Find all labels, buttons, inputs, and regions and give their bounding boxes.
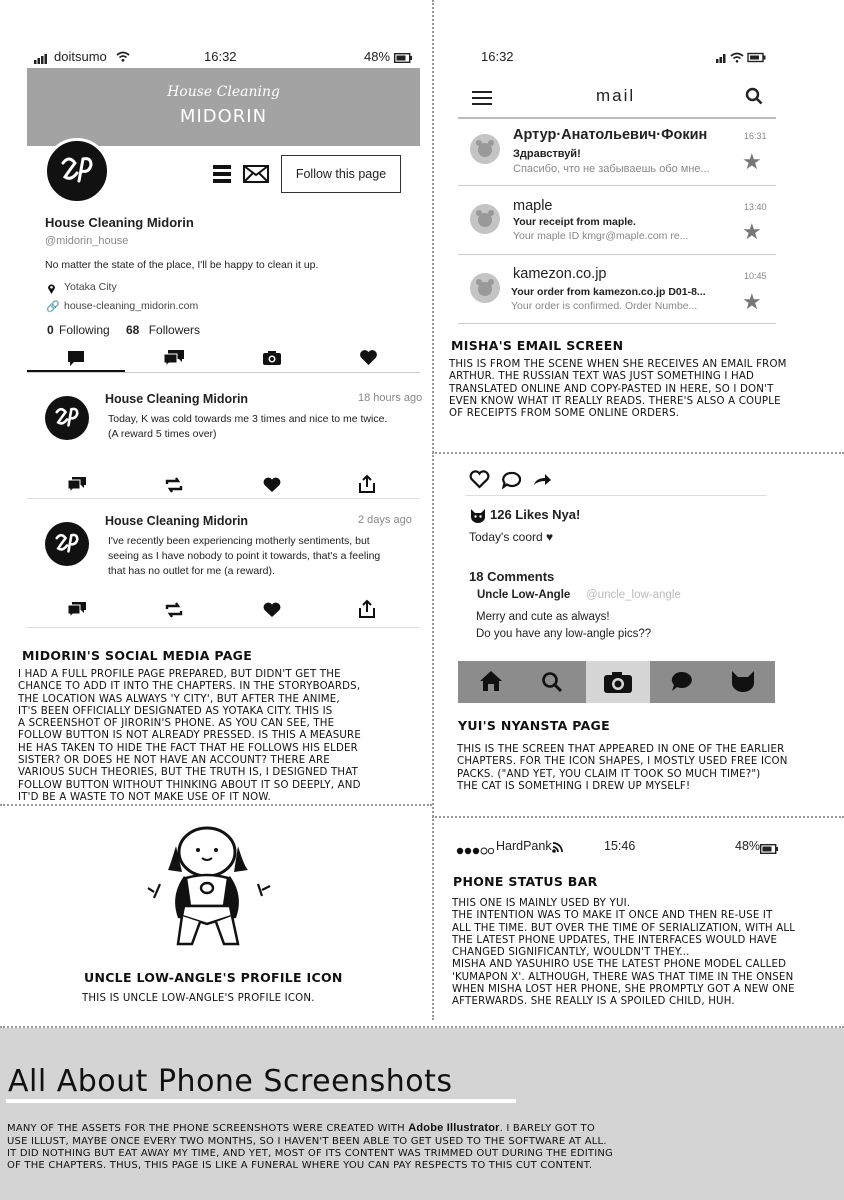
note-title: YUI'S NYANSTA PAGE — [458, 718, 610, 733]
like-heart-icon[interactable] — [263, 602, 281, 623]
message-envelope-icon[interactable] — [243, 165, 269, 188]
like-outline-icon[interactable] — [469, 470, 490, 494]
note-body: THIS IS FROM THE SCENE WHEN SHE RECEIVES AN EMAIL FROM ARTHUR. THE RUSSIAN TEXT WAS JUST SOMETHING I HAD TRANSLATED ONLINE AND COPY-PASTED IN HERE, SO I DON'T EVEN KNOW WHAT IT REALLY READS. THERE'S ALSO A COUPLE OF RECEIPTS FROM SOME ONLINE ORDERS. — [449, 359, 787, 420]
bear-icon — [475, 278, 495, 303]
followers-count: 68 — [126, 323, 140, 337]
location-icon — [47, 282, 56, 300]
mail-status-icons — [716, 50, 768, 68]
divider-right-bottom — [432, 816, 844, 818]
comment-line1: Merry and cute as always! — [476, 611, 610, 623]
camera-icon — [262, 350, 282, 366]
mail-subject: Your receipt from maple. — [513, 216, 636, 228]
profile-bio: No matter the state of the place, I'll be happy to clean it up. — [45, 259, 319, 271]
cat-profile-icon[interactable] — [730, 669, 756, 698]
following-count: 0 — [47, 323, 54, 337]
send-arrow-icon[interactable] — [532, 473, 552, 492]
comment-line2: Do you have any low-angle pics?? — [476, 628, 652, 640]
post-caption: Today's coord ♥ — [469, 530, 554, 544]
profile-avatar[interactable] — [44, 138, 110, 204]
search-icon[interactable] — [541, 671, 563, 698]
note-body: THIS IS UNCLE LOW-ANGLE'S PROFILE ICON. — [82, 993, 315, 1004]
carrier-label: doitsumo — [54, 49, 107, 64]
note-title: MISHA'S EMAIL SCREEN — [451, 338, 623, 353]
post-author[interactable]: House Cleaning Midorin — [105, 514, 249, 528]
mail-time-label: 13:40 — [744, 202, 767, 212]
note-body: THIS ONE IS MAINLY USED BY YUI. THE INTENTION WAS TO MAKE IT ONCE AND THEN RE-USE IT ALL THE TIME. BUT OVER THE TIME OF SERIALIZATION, WITH ALL THE LATEST PHONE UPDATES, THE INTERFACES WOULD HAVE CHANGED SIGNIFICANTLY, WOULDN'T THEY... MISHA AND YASUHIRO USE THE LATEST PHONE MODEL CALLED 'KUMAPON X'. ALTHOUGH, THERE WAS THAT TIME IN THE ONSEN WHEN MISHA LOST HER PHONE, SHE PROMPTLY GOT A NEW ONE AFTERWARDS. SHE REALLY IS A SPOILED CHILD, HUH. — [452, 898, 796, 1008]
likes-count: 126 Likes Nya! — [490, 507, 581, 522]
link-icon: 🔗 — [46, 301, 60, 313]
note-body: THIS IS THE SCREEN THAT APPEARED IN ONE OF THE EARLIER CHAPTERS. FOR THE ICON SHAPES, I MOSTLY USED FREE ICON PACKS. ("AND YET, YOU CLAIM IT TOOK SO MUCH TIME?") THE CAT IS SOMETHING I DREW UP MYSELF! — [457, 744, 788, 792]
nyansta-line — [465, 495, 767, 496]
note-title: MIDORIN'S SOCIAL MEDIA PAGE — [22, 648, 252, 663]
battery-label: 48% — [364, 49, 391, 64]
hamburger-menu-icon[interactable] — [472, 91, 492, 105]
search-icon[interactable] — [745, 87, 763, 110]
share-icon[interactable] — [357, 599, 377, 624]
footer-title-underline — [6, 1099, 516, 1103]
note-title: PHONE STATUS BAR — [453, 874, 598, 889]
logo-icon — [45, 396, 89, 440]
banner-title: MIDORIN — [179, 106, 268, 127]
tab-posts[interactable] — [66, 350, 86, 372]
signal-dots-icon — [456, 842, 494, 860]
post-actions — [27, 601, 420, 623]
mail-time-label: 16:31 — [744, 131, 767, 141]
follow-button[interactable]: Follow this page — [281, 155, 401, 193]
battery-icon — [760, 841, 779, 859]
list-icon[interactable] — [213, 165, 231, 183]
chat-bubbles-icon — [163, 349, 185, 367]
mail-divider — [458, 323, 776, 324]
post-avatar[interactable] — [45, 522, 89, 566]
heart-icon — [359, 349, 378, 366]
bear-icon — [475, 139, 495, 164]
following-stats[interactable] — [47, 323, 110, 337]
following-label: Following — [59, 323, 110, 337]
mail-sender: Артур·Анатольевич·Фокин — [513, 127, 708, 143]
home-icon[interactable] — [478, 669, 504, 698]
star-icon[interactable]: ★ — [742, 149, 762, 174]
vertical-divider — [432, 0, 434, 1020]
banner-subtitle: House Cleaning — [167, 84, 280, 100]
bear-icon — [475, 209, 495, 234]
mail-sender: kamezon.co.jp — [513, 266, 607, 282]
retweet-icon[interactable] — [165, 602, 183, 623]
wifi-icon — [116, 50, 130, 65]
star-icon[interactable]: ★ — [742, 219, 762, 244]
camera-icon — [603, 670, 633, 699]
battery-icon — [394, 51, 413, 66]
profile-website[interactable]: house-cleaning_midorin.com — [64, 300, 199, 312]
mail-item[interactable] — [458, 186, 776, 254]
time-label: 16:32 — [204, 49, 237, 64]
battery-label: 48% — [735, 839, 761, 853]
mail-preview: Спасибо, что не забываешь обо мне... — [513, 163, 710, 175]
cat-icon — [469, 507, 487, 528]
post-author[interactable]: House Cleaning Midorin — [105, 392, 249, 406]
profile-location: Yotaka City — [64, 281, 117, 293]
rss-icon — [552, 840, 563, 858]
note-body: I HAD A FULL PROFILE PAGE PREPARED, BUT DIDN'T GET THE CHANCE TO ADD IT INTO THE CHAPTERS. IN THE STORYBOARDS, THE LOCATION WAS ALWAYS 'Y CITY', BUT AFTER THE ANIME, IT'S BEEN OFFICIALLY DESIGNATED AS YOTAKA CITY. THIS IS A SCREENSHOT OF JIRORIN'S PHONE. AS YOU CAN SEE, THE FOLLOW BUTTON IS NOT ALREADY PRESSED. IS THIS A MEASURE HE HAS TAKEN TO HIDE THE FACT THAT HE FOLLOWS HIS ELDER SISTER? OR DOES HE NOT HAVE AN ACCOUNT? THERE ARE VARIOUS SUCH THEORIES, BUT THE TRUTH IS, I DESIGNED THAT FOLLOW BUTTON WITHOUT THINKING ABOUT IT SO DEEPLY, AND IT'D BE A WASTE TO NOT MAKE USE OF IT NOW. — [18, 669, 361, 803]
comment-outline-icon[interactable] — [501, 471, 521, 494]
post-time: 18 hours ago — [358, 392, 423, 404]
post-divider — [27, 627, 420, 628]
footer-title: All About Phone Screenshots — [8, 1064, 453, 1099]
mail-preview: Your order is confirmed. Order Numbe... — [511, 300, 698, 312]
star-icon[interactable]: ★ — [742, 289, 762, 314]
reply-icon[interactable] — [67, 601, 87, 624]
post-text: Today, K was cold towards me 3 times and nice to me twice. (A reward 5 times over) — [108, 413, 388, 440]
like-heart-icon[interactable] — [263, 477, 281, 498]
profile-banner — [27, 68, 420, 146]
followers-label: Followers — [148, 323, 201, 337]
mail-item[interactable] — [458, 119, 776, 185]
mail-time: 16:32 — [481, 49, 514, 64]
divider-left — [0, 804, 432, 806]
commenter-name[interactable]: Uncle Low-Angle — [477, 589, 571, 601]
footer-body: MANY OF THE ASSETS FOR THE PHONE SCREENSHOTS WERE CREATED WITH Adobe Illustrator. I BARELY GOT TO USE ILLUST, MAYBE ONCE EVERY TWO MONTHS, SO I HAVEN'T BEEN ABLE TO GET USED TO THE SOFTWARE AT ALL. IT DID NOTHING BUT EAT AWAY MY TIME, AND YET, MOST OF ITS CONTENT WAS TRIMMED OUT DURING THE EDITING OF THE CHAPTERS. THUS, THIS PAGE IS LIKE A FUNERAL WHERE YOU CAN PAY RESPECTS TO THIS CUT CONTENT. — [7, 1122, 613, 1172]
comments-count[interactable]: 18 Comments — [469, 569, 555, 584]
nyansta-tab-bar — [458, 661, 775, 703]
mail-time-label: 10:45 — [744, 271, 767, 281]
carrier-label: HardPank — [496, 839, 552, 853]
social-status-bar — [30, 48, 414, 68]
divider-right-top — [432, 452, 844, 454]
post-divider — [27, 498, 420, 499]
post-actions — [27, 476, 420, 498]
tab-replies[interactable] — [163, 349, 185, 372]
chat-icon[interactable] — [670, 670, 694, 699]
tab-media[interactable] — [262, 350, 282, 371]
speech-bubble-icon — [66, 350, 86, 367]
uncle-low-angle-drawing — [140, 826, 280, 961]
mail-item[interactable] — [458, 255, 776, 323]
retweet-icon[interactable] — [165, 477, 183, 498]
profile-handle: @midorin_house — [45, 235, 129, 247]
mail-sender: maple — [513, 198, 553, 214]
post-text: I've recently been experiencing motherly sentiments, but seeing as I have nobody to point it towards, that's a feeling that has no outlet for me (a reward). — [108, 535, 381, 577]
mail-title: mail — [596, 86, 636, 105]
logo-icon — [45, 522, 89, 566]
logo-icon — [47, 141, 107, 201]
mail-subject: Your order from kamezon.co.jp D01-8... — [511, 286, 706, 298]
mail-preview: Your maple ID kmgr@maple.com re... — [513, 230, 689, 242]
time-label: 15:46 — [604, 839, 636, 853]
profile-name: House Cleaning Midorin — [45, 215, 194, 230]
mail-subject: Здравствуй! — [513, 148, 581, 160]
tabs-bottom-line — [27, 372, 420, 373]
note-title: UNCLE LOW-ANGLE'S PROFILE ICON — [84, 970, 343, 985]
tab-likes[interactable] — [359, 349, 378, 371]
post-time: 2 days ago — [358, 514, 412, 526]
signal-icon — [34, 52, 48, 67]
share-icon[interactable] — [357, 474, 377, 499]
followers-stats[interactable] — [126, 323, 200, 337]
post-avatar[interactable] — [45, 396, 89, 440]
commenter-handle[interactable]: @uncle_low-angle — [586, 589, 681, 601]
reply-icon[interactable] — [67, 476, 87, 499]
